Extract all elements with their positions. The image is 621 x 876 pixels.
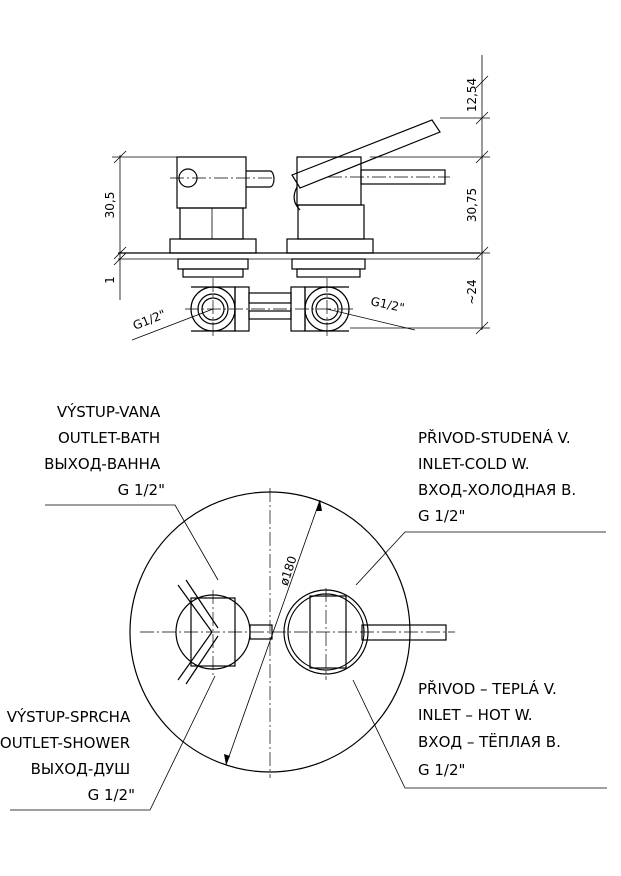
outlet-bath-label: VÝSTUP-VANA OUTLET-BATH ВЫХОД-ВАННА G 1/2" xyxy=(44,403,165,499)
inlet-cold-leader xyxy=(356,532,606,585)
left-dimensions xyxy=(112,151,177,300)
dim-right-height: 30,75 xyxy=(465,187,479,223)
thread-left-label: G1/2" xyxy=(130,307,168,333)
dim-top-offset: 12,54 xyxy=(465,77,479,113)
outlet-shower-label: VÝSTUP-SPRCHA OUTLET-SHOWER ВЫХОД-ДУШ G 1/2" xyxy=(0,708,135,804)
dim-bottom-depth: ~24 xyxy=(465,279,479,305)
dim-left-height: 30,5 xyxy=(103,191,117,219)
diameter-label: ø180 xyxy=(276,554,300,588)
diameter-line xyxy=(226,500,320,765)
side-view xyxy=(103,55,490,340)
front-view xyxy=(0,402,607,810)
inlet-cold-label: PŘIVOD-STUDENÁ V. INLET-COLD W. ВХОД-ХОЛОДНАЯ В. G 1/2" xyxy=(418,429,577,525)
bottom-connectors xyxy=(185,278,355,338)
inlet-hot-label: PŘIVOD – TEPLÁ V. INLET – HOT W. ВХОД – ТЁПЛАЯ В. G 1/2" xyxy=(418,680,561,779)
lever-handle xyxy=(284,588,446,680)
dim-plate: 1 xyxy=(103,276,117,284)
thread-right-label: G1/2" xyxy=(369,294,406,316)
